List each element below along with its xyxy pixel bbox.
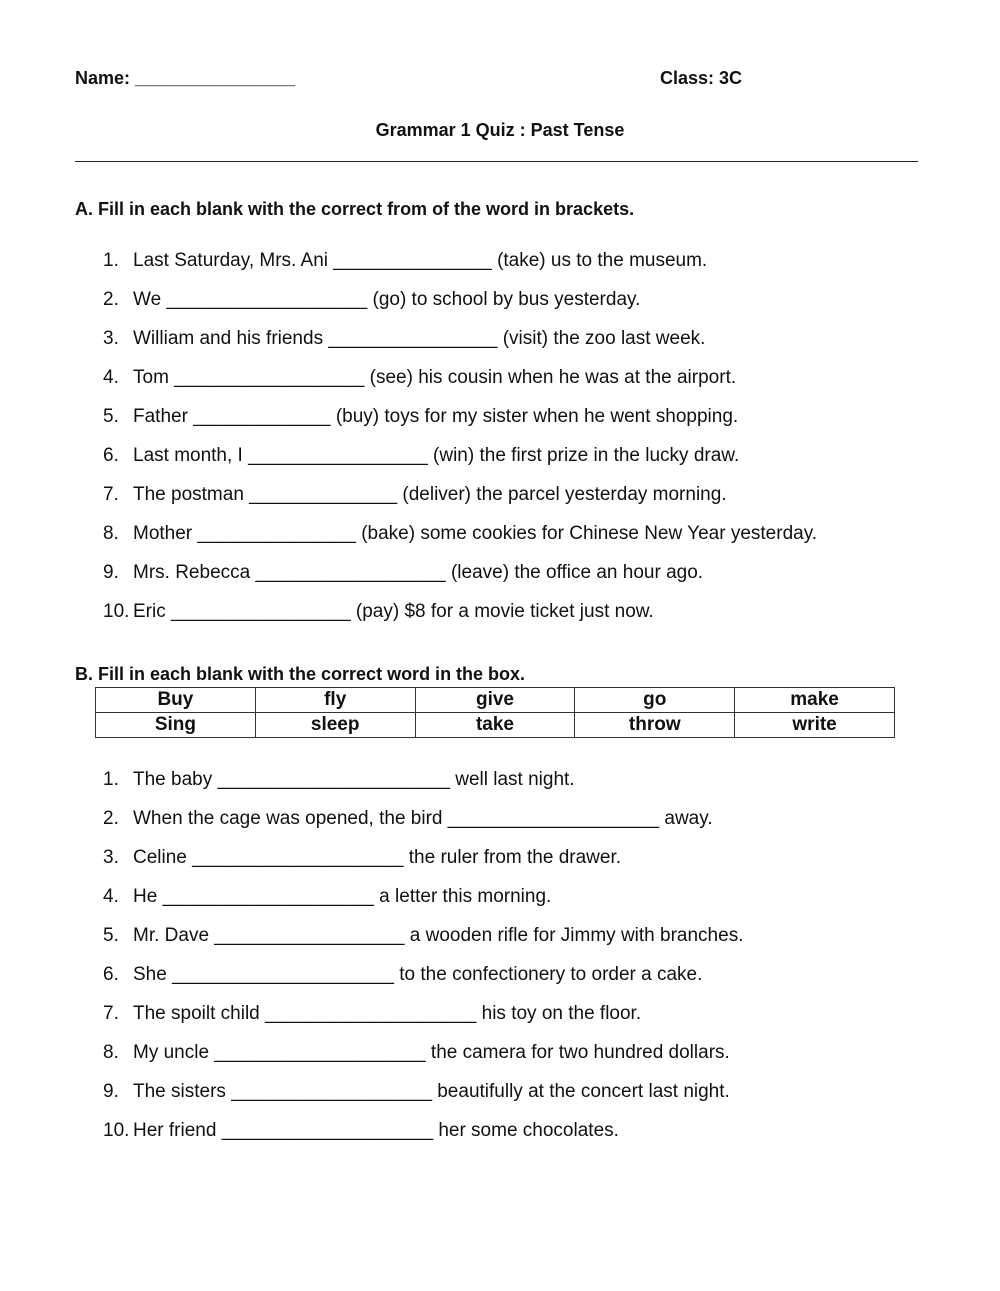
question-number: 8.: [103, 1042, 119, 1063]
question-text: Last month, I _________________ (win) the first prize in the lucky draw.: [133, 445, 740, 466]
question-number: 6.: [103, 964, 119, 985]
question-number: 7.: [103, 484, 119, 505]
question-number: 10.: [103, 1120, 130, 1141]
question-number: 6.: [103, 445, 119, 466]
question-number: 1.: [103, 250, 119, 271]
word-box-cell: give: [415, 688, 575, 713]
title-divider: [75, 161, 918, 162]
question-text: Father _____________ (buy) toys for my sister when he went shopping.: [133, 406, 739, 427]
question-item: [103, 327, 817, 366]
question-text: The spoilt child ____________________ his toy on the floor.: [133, 1003, 642, 1024]
question-number: 2.: [103, 289, 119, 310]
question-item: [103, 405, 817, 444]
question-number: 8.: [103, 523, 119, 544]
word-box-cell: throw: [575, 713, 735, 738]
word-box-cell: Buy: [96, 688, 256, 713]
section-a-title: A. Fill in each blank with the correct from of the word in brackets.: [75, 199, 635, 219]
question-item: [103, 885, 743, 924]
word-box-cell: take: [415, 713, 575, 738]
question-number: 4.: [103, 367, 119, 388]
question-item: [103, 1002, 743, 1041]
question-text: Tom __________________ (see) his cousin when he was at the airport.: [133, 367, 737, 388]
section-a-questions: [103, 249, 817, 639]
question-text: When the cage was opened, the bird ____________________ away.: [133, 808, 713, 829]
question-item: [103, 1119, 743, 1158]
question-item: [103, 600, 817, 639]
page-title: Grammar 1 Quiz : Past Tense: [375, 120, 625, 140]
question-item: [103, 924, 743, 963]
question-item: [103, 444, 817, 483]
question-item: [103, 963, 743, 1002]
word-box-row: [96, 688, 895, 713]
question-item: [103, 522, 817, 561]
question-item: [103, 846, 743, 885]
question-number: 1.: [103, 769, 119, 790]
question-number: 7.: [103, 1003, 119, 1024]
question-number: 3.: [103, 328, 119, 349]
question-text: Last Saturday, Mrs. Ani _______________ (take) us to the museum.: [133, 250, 708, 271]
question-text: He ____________________ a letter this morning.: [133, 886, 552, 907]
question-text: The baby ______________________ well last night.: [133, 769, 575, 790]
question-text: My uncle ____________________ the camera for two hundred dollars.: [133, 1042, 730, 1063]
question-number: 9.: [103, 562, 119, 583]
question-text: She _____________________ to the confectionery to order a cake.: [133, 964, 703, 985]
question-item: [103, 561, 817, 600]
question-number: 3.: [103, 847, 119, 868]
word-box: [95, 687, 895, 738]
question-number: 10.: [103, 601, 130, 622]
question-number: 5.: [103, 925, 119, 946]
class-label: Class: 3C: [660, 68, 743, 88]
section-b-title: B. Fill in each blank with the correct word in the box.: [75, 664, 526, 684]
question-text: Eric _________________ (pay) $8 for a movie ticket just now.: [133, 601, 654, 622]
word-box-cell: make: [735, 688, 895, 713]
question-text: The sisters ___________________ beautifully at the concert last night.: [133, 1081, 730, 1102]
question-number: 4.: [103, 886, 119, 907]
question-text: Mr. Dave __________________ a wooden rifle for Jimmy with branches.: [133, 925, 744, 946]
question-number: 5.: [103, 406, 119, 427]
question-number: 9.: [103, 1081, 119, 1102]
question-item: [103, 249, 817, 288]
word-box-cell: Sing: [96, 713, 256, 738]
section-b-questions: [103, 768, 743, 1158]
question-item: [103, 807, 743, 846]
word-box-cell: fly: [255, 688, 415, 713]
question-text: Her friend ____________________ her some chocolates.: [133, 1120, 619, 1141]
question-item: [103, 1080, 743, 1119]
word-box-cell: sleep: [255, 713, 415, 738]
question-text: We ___________________ (go) to school by bus yesterday.: [133, 289, 641, 310]
question-text: The postman ______________ (deliver) the parcel yesterday morning.: [133, 484, 727, 505]
name-field-label: Name: ________________: [75, 68, 296, 88]
question-text: Mother _______________ (bake) some cookies for Chinese New Year yesterday.: [133, 523, 818, 544]
word-box-cell: write: [735, 713, 895, 738]
question-item: [103, 288, 817, 327]
question-text: Celine ____________________ the ruler from the drawer.: [133, 847, 622, 868]
question-number: 2.: [103, 808, 119, 829]
question-item: [103, 1041, 743, 1080]
question-item: [103, 366, 817, 405]
question-text: William and his friends ________________ (visit) the zoo last week.: [133, 328, 706, 349]
word-box-cell: go: [575, 688, 735, 713]
question-item: [103, 768, 743, 807]
question-text: Mrs. Rebecca __________________ (leave) the office an hour ago.: [133, 562, 704, 583]
word-box-row: [96, 713, 895, 738]
question-item: [103, 483, 817, 522]
